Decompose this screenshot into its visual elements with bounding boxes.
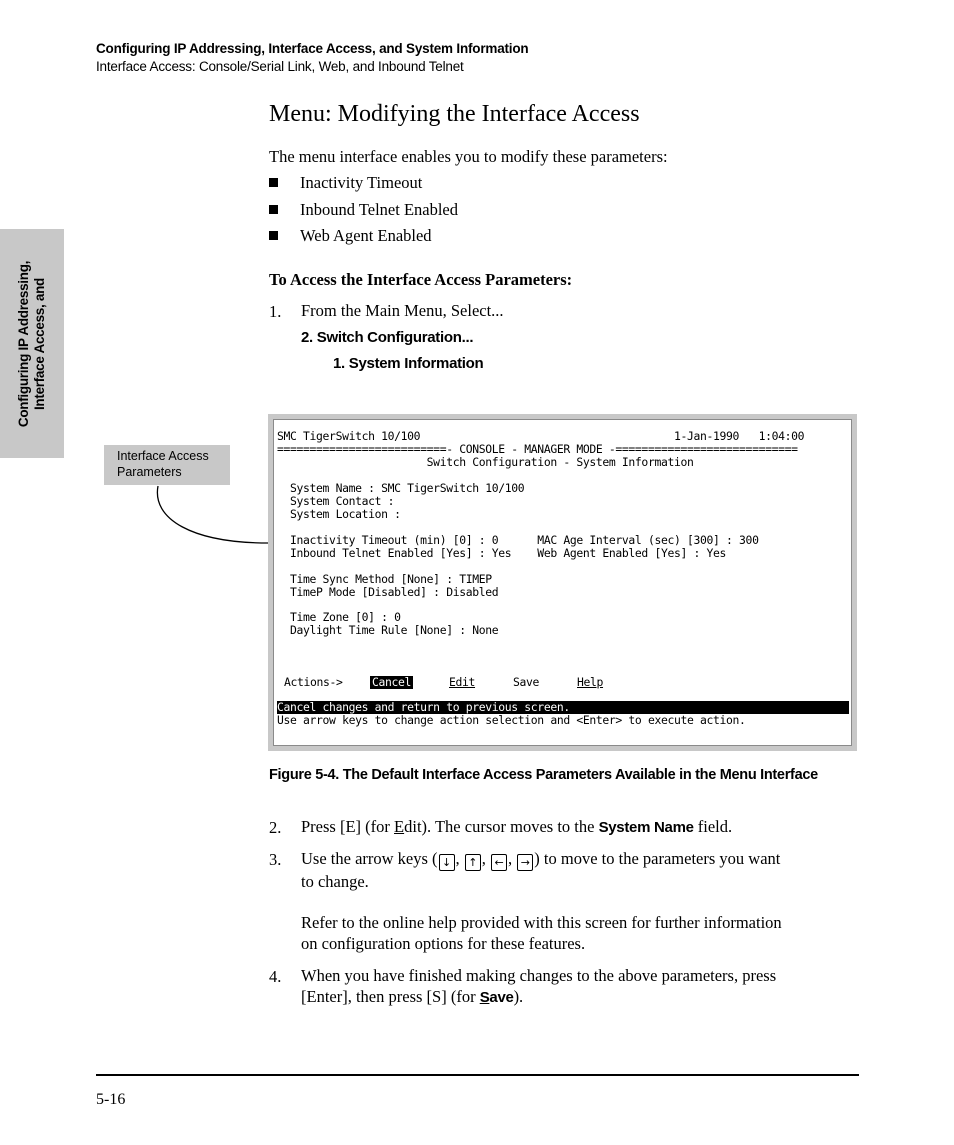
actions-label: Actions-> (284, 675, 343, 689)
terminal-line: System Name : SMC TigerSwitch 10/100 (277, 481, 525, 495)
terminal-line: Daylight Time Rule [None] : None (277, 623, 499, 637)
step-4-number: 4. (269, 967, 282, 986)
terminal-line: Time Zone [0] : 0 (277, 610, 401, 624)
action-save-button[interactable]: Save (513, 675, 540, 689)
step-4-hotkey: S (479, 989, 490, 1006)
step-2-field-name: System Name (598, 819, 694, 836)
page-title: Menu: Modifying the Interface Access (269, 101, 640, 127)
bullet-item (269, 226, 432, 246)
terminal-line: Time Sync Method [None] : TIMEP (277, 572, 492, 586)
callout-line-2: Parameters (117, 465, 182, 479)
step-4-keyword-rest: ave (489, 989, 514, 1006)
page-number: 5-16 (96, 1091, 126, 1108)
terminal-line: System Location : (277, 507, 401, 521)
bullet-text: Web Agent Enabled (300, 226, 432, 245)
action-edit-label: Edit (449, 675, 476, 689)
bullet-square-icon (269, 205, 278, 214)
step-1-number: 1. (269, 302, 282, 321)
step-3-text: Use the arrow keys ( ↓ , ↑ , ← , → ) to move to the parameters you want to change. (301, 849, 781, 891)
arrow-right-key-icon: → (517, 854, 533, 871)
terminal-line: Switch Configuration - System Information (277, 455, 694, 469)
step-4-save-keyword (480, 989, 514, 1006)
terminal-screenshot-frame (268, 414, 857, 751)
bullet-item (269, 173, 422, 193)
bullet-text: Inbound Telnet Enabled (300, 200, 458, 219)
arrow-left-key-icon: ← (491, 854, 507, 871)
step-2-part: dit). The cursor moves to the (404, 817, 599, 836)
figure-caption: Figure 5-4. The Default Interface Access Parameters Available in the Menu Interface (269, 767, 818, 783)
action-help-label: Help (577, 675, 604, 689)
action-help-button[interactable] (577, 676, 603, 689)
arrow-up-key-icon: ↑ (465, 854, 481, 871)
side-tab-line-1: Configuring IP Addressing, (16, 260, 31, 427)
bullet-square-icon (269, 178, 278, 187)
action-cancel-button[interactable]: Cancel (372, 675, 412, 689)
menu-path-level-1: 2. Switch Configuration... (301, 329, 474, 346)
step-2-part: Press [E] (for (301, 817, 395, 836)
step-1-text: From the Main Menu, Select... (301, 301, 504, 320)
bullet-item (269, 200, 458, 220)
step-4-part: ). (513, 987, 524, 1006)
step-2-part: field. (693, 817, 733, 836)
procedure-heading: To Access the Interface Access Parameters: (269, 270, 573, 289)
step-4-part: When you have finished making changes to the above parameters, press (301, 966, 777, 985)
running-header-chapter: Configuring IP Addressing, Interface Access, and System Information (96, 41, 529, 56)
bullet-square-icon (269, 231, 278, 240)
terminal-line: TimeP Mode [Disabled] : Disabled (277, 585, 499, 599)
terminal-line: ==========================- CONSOLE - MANAGER MODE -============================ (277, 442, 798, 456)
step-3-number: 3. (269, 850, 282, 869)
step-4-text (301, 965, 776, 1008)
side-chapter-tab (0, 229, 64, 458)
terminal-line: Inbound Telnet Enabled [Yes] : Yes Web Agent Enabled [Yes] : Yes (277, 546, 727, 560)
terminal-line: SMC TigerSwitch 10/100 1-Jan-1990 1:04:00 (277, 429, 805, 443)
intro-text: The menu interface enables you to modify these parameters: (269, 147, 668, 166)
callout-box (104, 445, 230, 485)
step-3-note (301, 912, 782, 954)
arrow-down-key-icon: ↓ (439, 854, 455, 871)
side-tab-line-2: Interface Access, and (32, 277, 47, 410)
step-3-part: ) to move to the parameters you want (534, 849, 781, 868)
step-2-number: 2. (269, 818, 282, 837)
terminal-line: Inactivity Timeout (min) [0] : 0 MAC Age Interval (sec) [300] : 300 (277, 533, 759, 547)
step-3-note-line: on configuration options for these features. (301, 934, 586, 953)
callout-line-1: Interface Access (117, 449, 209, 463)
bullet-text: Inactivity Timeout (300, 173, 423, 192)
step-2-hotkey: E (394, 817, 405, 836)
step-3-part: Use the arrow keys ( (301, 849, 438, 868)
status-help-text: Use arrow keys to change action selection and <Enter> to execute action. (277, 713, 746, 727)
step-2-text (301, 816, 732, 838)
menu-path-level-2: 1. System Information (333, 355, 484, 372)
terminal-screen (273, 419, 852, 746)
step-3-part: to change. (301, 872, 369, 891)
status-highlight-bar: Cancel changes and return to previous screen. (277, 701, 849, 714)
step-3-note-line: Refer to the online help provided with this screen for further information (301, 913, 782, 932)
footer-rule (96, 1074, 859, 1076)
running-header-section: Interface Access: Console/Serial Link, Web, and Inbound Telnet (96, 59, 464, 74)
terminal-line: System Contact : (277, 494, 395, 508)
side-tab-label (16, 260, 48, 426)
action-edit-button[interactable] (449, 676, 475, 689)
step-4-part: [Enter], then press [S] (for (301, 987, 480, 1006)
